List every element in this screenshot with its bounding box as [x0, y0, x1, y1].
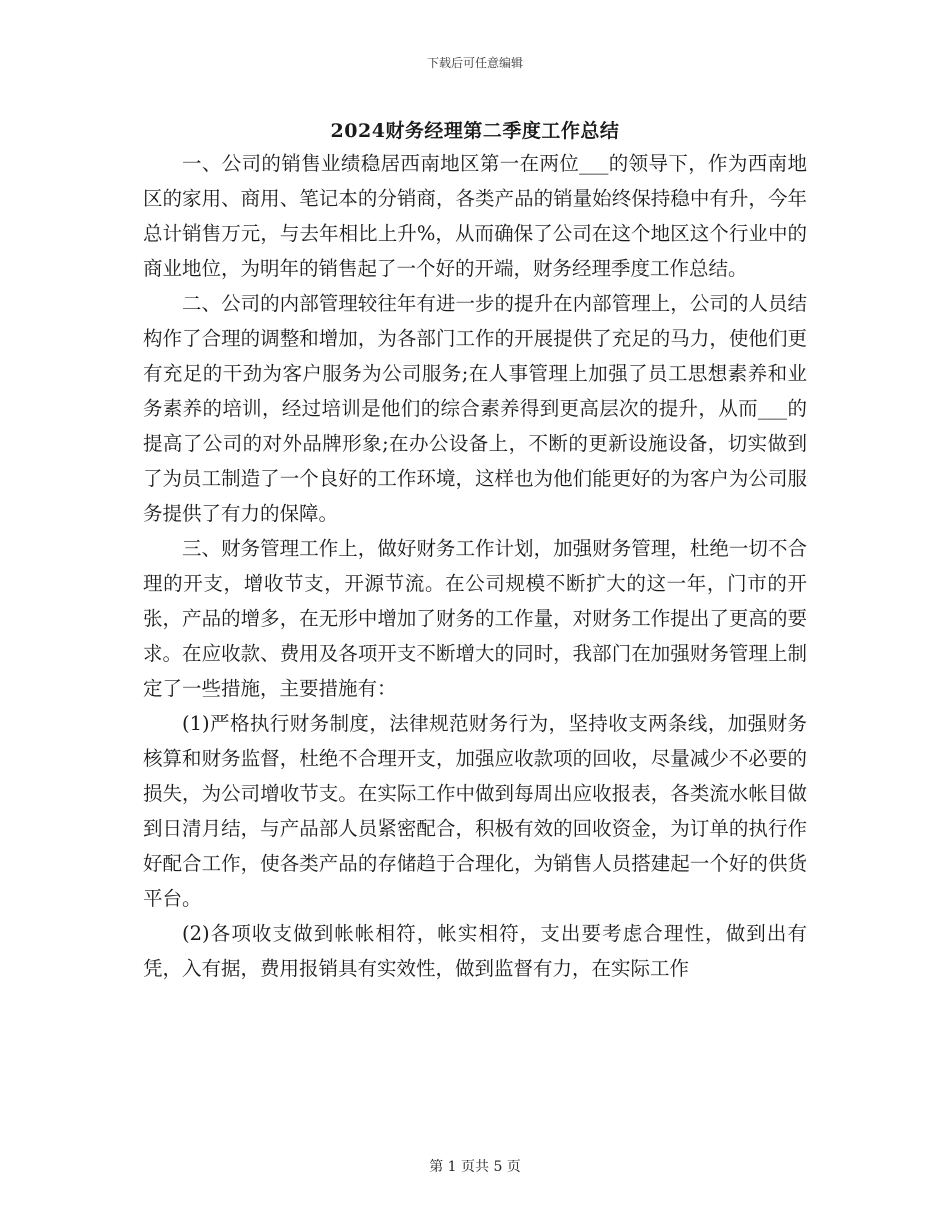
paragraph-3: 三、财务管理工作上，做好财务工作计划，加强财务管理，杜绝一切不合理的开支，增收节支，开源节流。在公司规模不断扩大的这一年，门市的开张，产品的增多，在无形中增加了财务的工作量，对财务工作提出了更高的要求。在应收款、费用及各项开支不断增大的同时，我部门在加强财务管理上制定了一些措施，主要措施有： [143, 537, 807, 700]
page-header-note: 下载后可任意编辑 [426, 56, 523, 70]
paragraph-2: 二、公司的内部管理较往年有进一步的提升在内部管理上，公司的人员结构作了合理的调整和增加，为各部门工作的开展提供了充足的马力，使他们更有充足的干劲为客户服务为公司服务;在人事管理上加强了员工思想素养和业务素养的培训，经过培训是他们的综合素养得到更高层次的提升，从而___的提高了公司的对外品牌形象;在办公设备上，不断的更新设施设备，切实做到了为员工制造了一个良好的工作环境，这样也为他们能更好的为客户为公司服务提供了有力的保障。 [143, 292, 807, 525]
paragraph-4: (1)严格执行财务制度，法律规范财务行为，坚持收支两条线，加强财务核算和财务监督，杜绝不合理开支，加强应收款项的回收，尽量减少不必要的损失，为公司增收节支。在实际工作中做到每周出应收报表，各类流水帐目做到日清月结，与产品部人员紧密配合，积极有效的回收资金，为订单的执行作好配合工作，使各类产品的存储趋于合理化，为销售人员搭建起一个好的供货平台。 [143, 712, 807, 910]
document-body [143, 146, 807, 986]
paragraph-5: (2)各项收支做到帐帐相符，帐实相符，支出要考虑合理性，做到出有凭，入有据，费用报销具有实效性，做到监督有力，在实际工作 [143, 922, 807, 980]
paragraph-1: 一、公司的销售业绩稳居西南地区第一在两位___的领导下，作为西南地区的家用、商用、笔记本的分销商，各类产品的销量始终保持稳中有升，今年总计销售万元，与去年相比上升%，从而确保了公司在这个地区这个行业中的商业地位，为明年的销售起了一个好的开端，财务经理季度工作总结。 [143, 152, 807, 280]
page-number: 第 1 页共 5 页 [429, 1159, 521, 1175]
document-title: 2024财务经理第二季度工作总结 [330, 120, 620, 142]
